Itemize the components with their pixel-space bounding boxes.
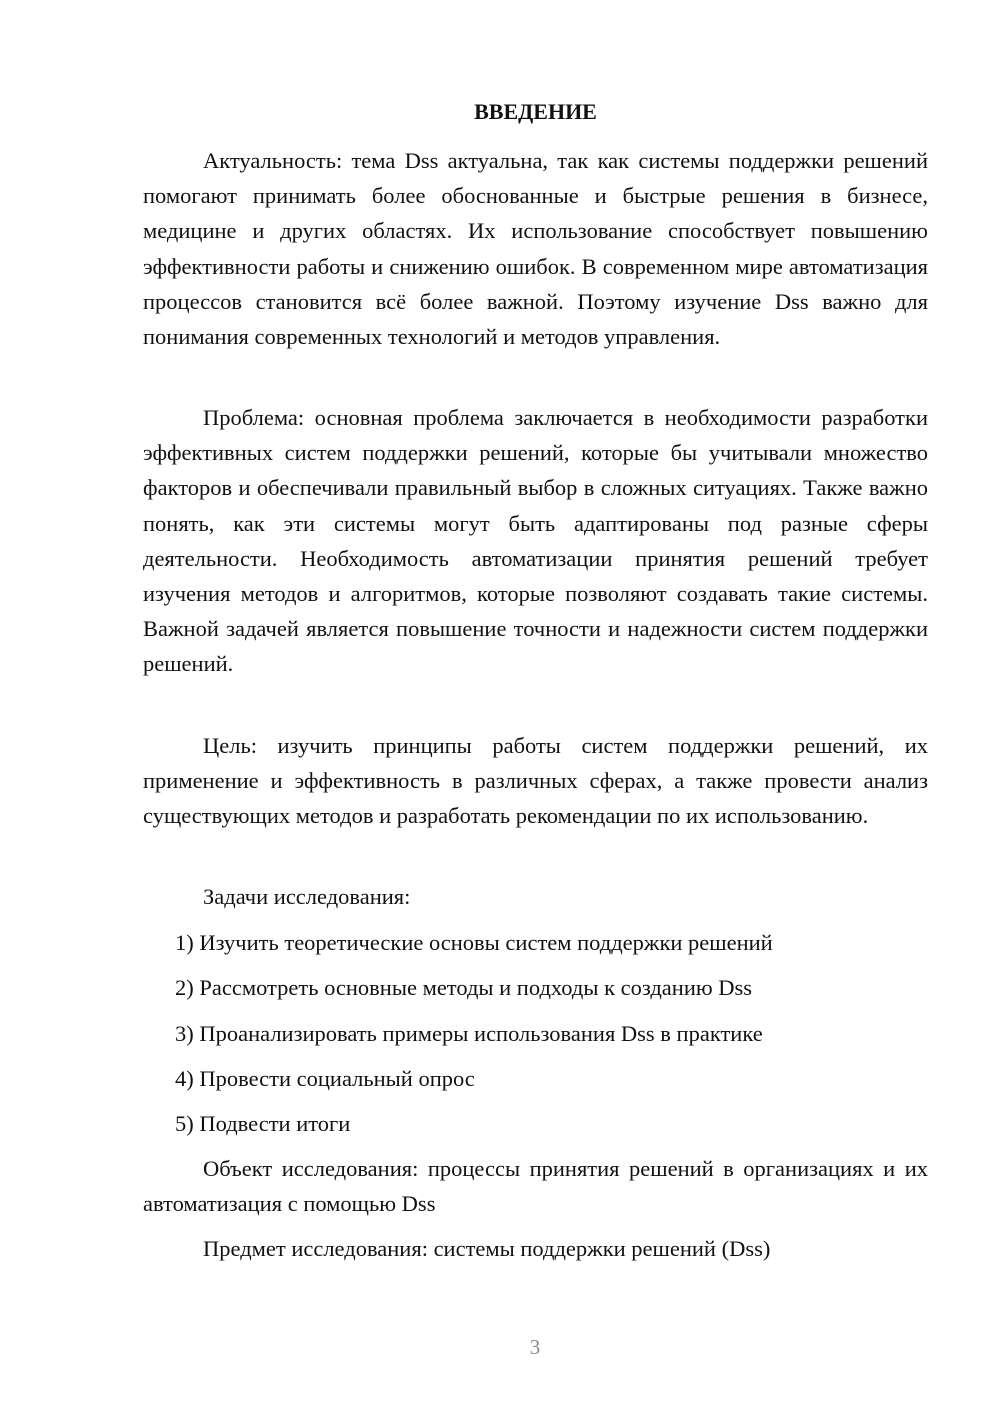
task-item: 4) Провести социальный опрос: [175, 1065, 475, 1091]
page-title: ВВЕДЕНИЕ: [474, 99, 597, 124]
task-item: 2) Рассмотреть основные методы и подходы к созданию Dss: [175, 975, 753, 1001]
subject-paragraph: Предмет исследования: системы поддержки решений (Dss): [203, 1236, 771, 1261]
goal-paragraph: Цель: изучить принципы работы систем поддержки решений, их применение и эффективность в различных сферах, а также провести анализ существующих методов и разработать рекомендации по их использованию.: [143, 733, 928, 829]
tasks-list: [175, 925, 925, 1151]
task-item: 5) Подвести итоги: [175, 1111, 351, 1137]
tasks-heading: Задачи исследования:: [203, 884, 411, 909]
object-paragraph: Объект исследования: процессы принятия решений в организациях и их автоматизация с помощью Dss: [143, 1156, 928, 1217]
problem-paragraph: Проблема: основная проблема заключается в необходимости разработки эффективных систем поддержки решений, которые бы учитывали множество факторов и обеспечивали правильный выбор в сложных ситуациях. Также важно понять, как эти системы могут быть адаптированы под разные сферы деятельности. Необходимость автоматизации принятия решений требует изучения методов и алгоритмов, которые позволяют создавать такие системы. Важной задачей является повышение точности и надежности систем поддержки решений.: [143, 405, 928, 677]
task-item: 3) Проанализировать примеры использования Dss в практике: [175, 1020, 763, 1046]
task-item: 1) Изучить теоретические основы систем поддержки решений: [175, 930, 773, 955]
page-number: 3: [529, 1335, 541, 1359]
relevance-paragraph: Актуальность: тема Dss актуальна, так как системы поддержки решений помогают принимать более обоснованные и быстрые решения в бизнесе, медицине и других областях. Их использование способствует повышению эффективности работы и снижению ошибок. В современном мире автоматизация процессов становится всё более важной. Поэтому изучение Dss важно для понимания современных технологий и методов управления.: [143, 148, 928, 350]
